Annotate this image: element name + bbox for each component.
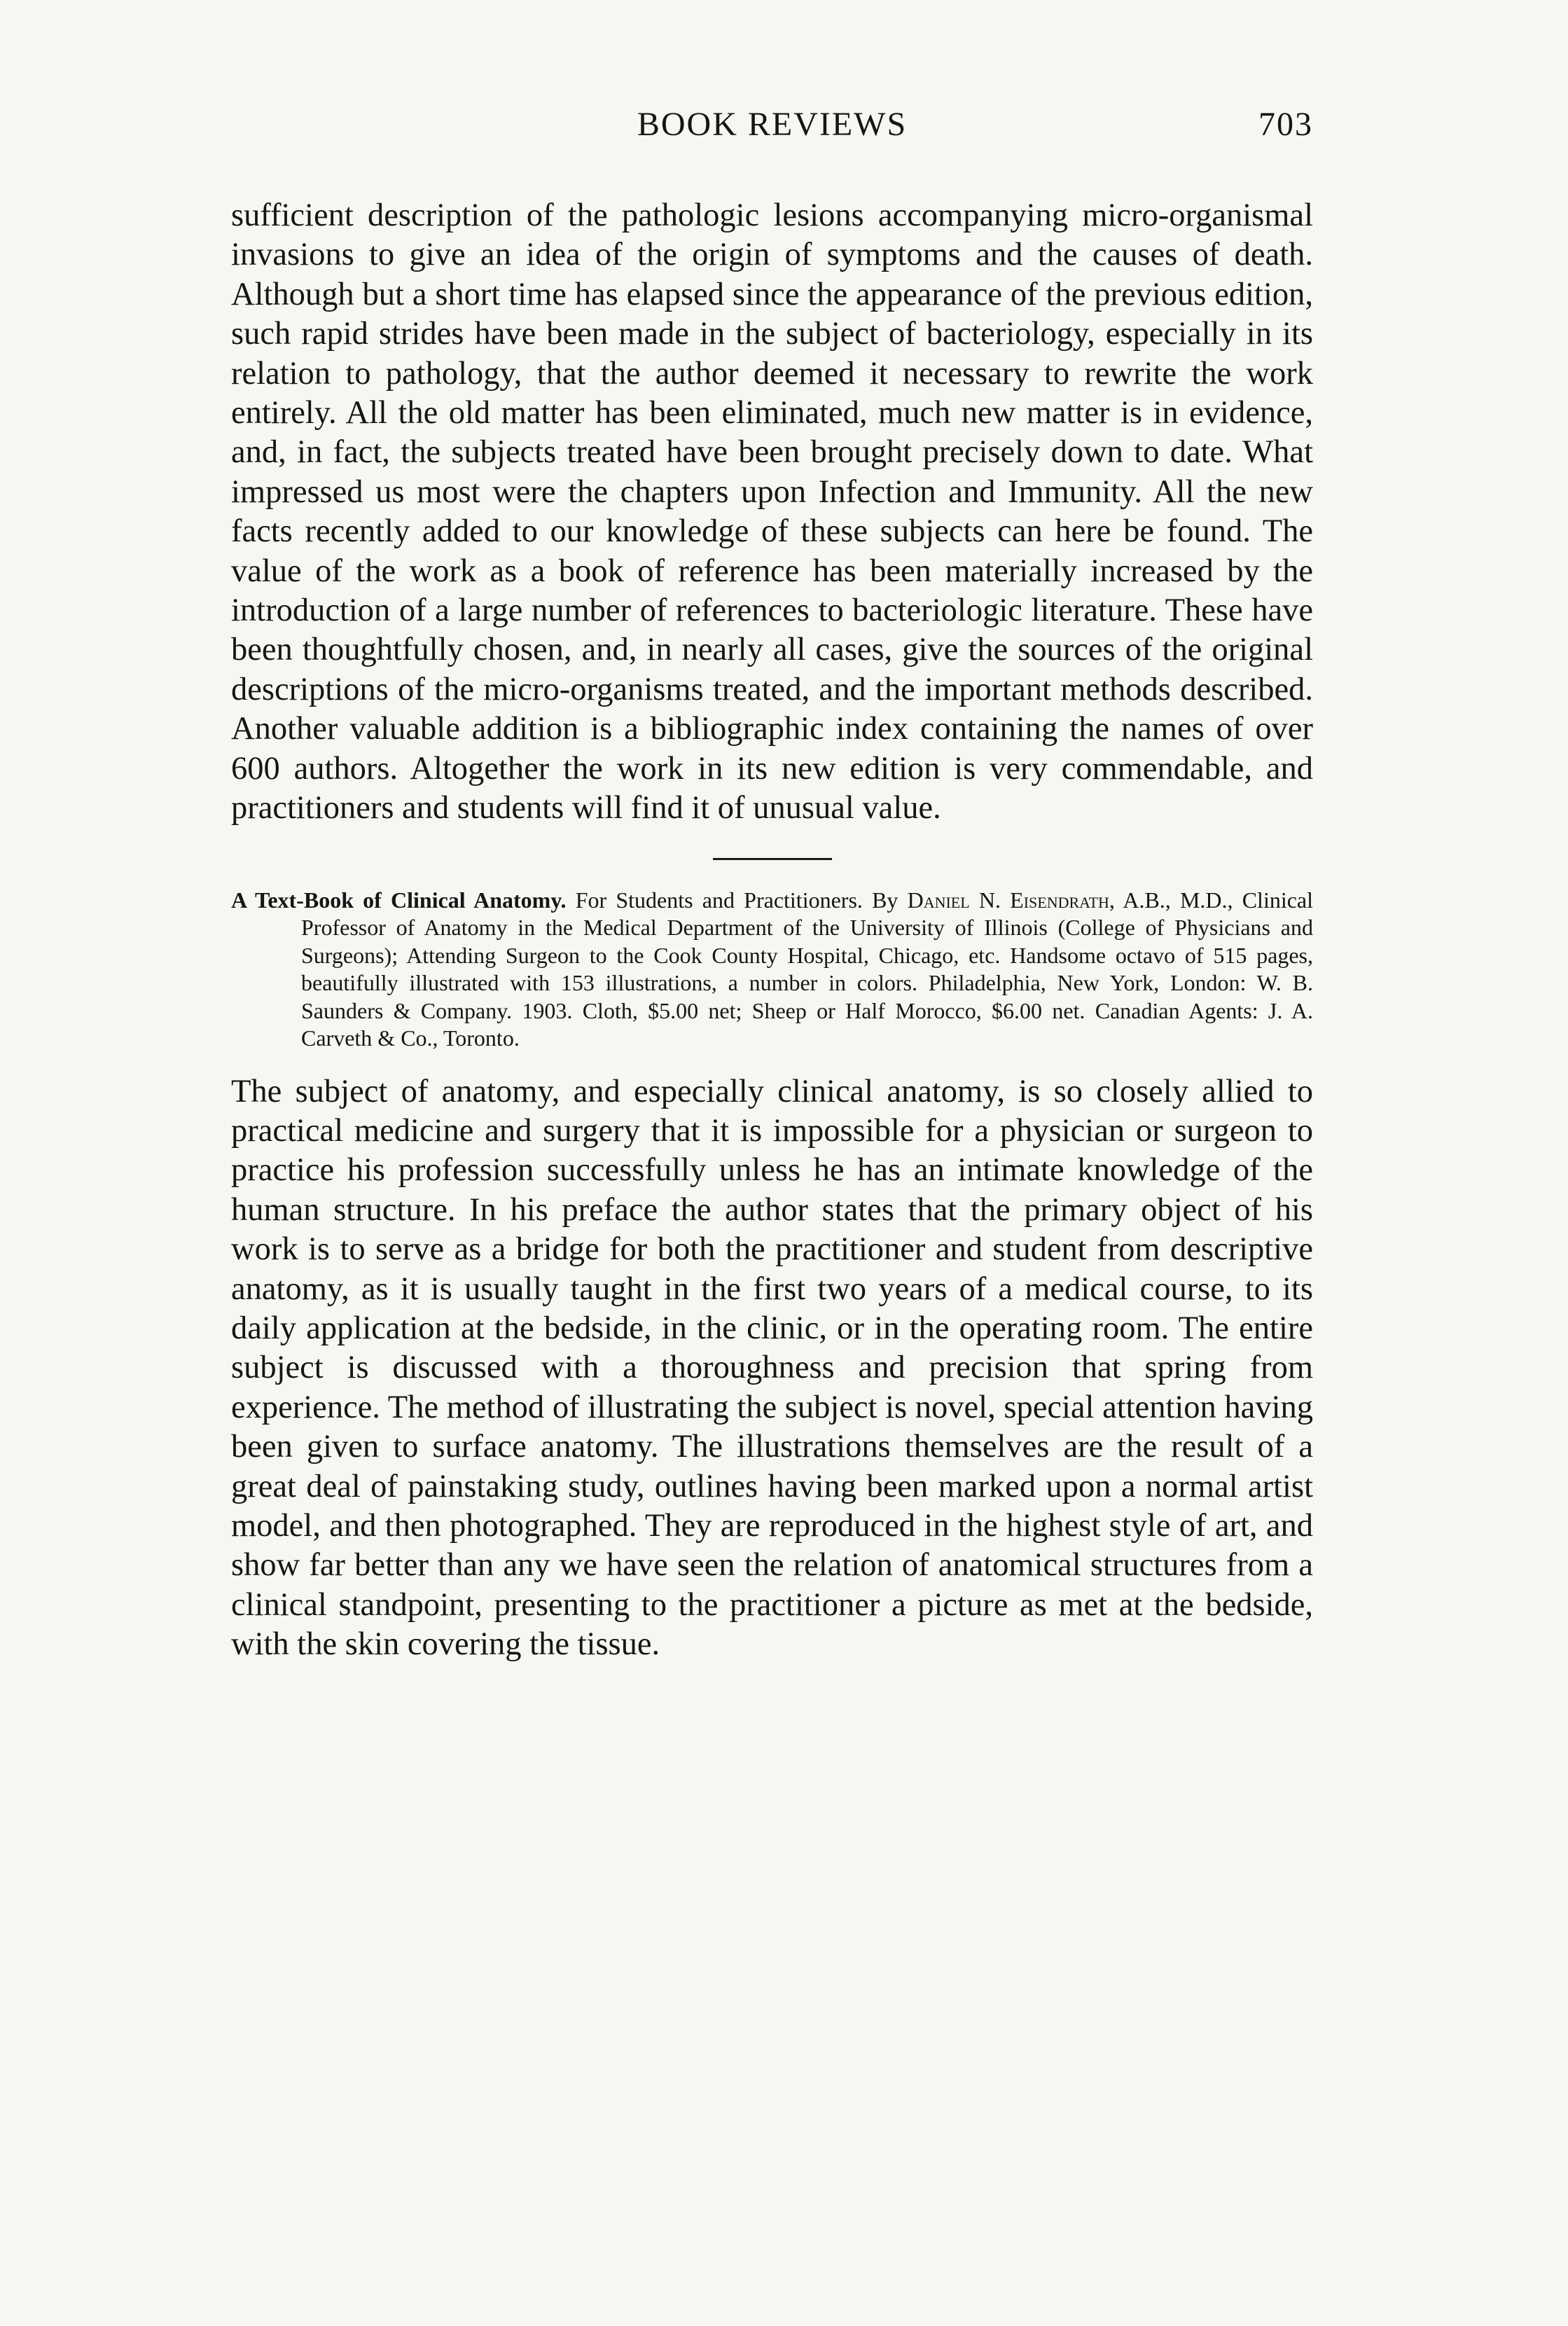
citation-details: , A.B., M.D., Clinical Professor of Anatomy in the Medical Department of the University of Illinois (College of Physicians and Surgeons); Attending Surgeon to the Cook County Hospital, Chicago, etc. Handsome octavo of 515 pages, beautifully illustrated with 153 illustrations, a number in colors. Philadelphia, New York, London: W. B. Saunders & Company. 1903. Cloth, $5.00 net; Sheep or Half Morocco, $6.00 net. Canadian Agents: J. A. Carveth & Co., Toronto. [301,887,1314,1051]
review-2-body: The subject of anatomy, and especially clinical anatomy, is so closely allied to practical medicine and surgery that it is impossible for a physician or surgeon to practice his profession successfully unless he has an intimate knowledge of the human structure. In his preface the author states that the primary object of his work is to serve as a bridge for both the practitioner and student from descriptive anatomy, as it is usually taught in the first two years of a medical course, to its daily application at the bedside, in the clinic, or in the operating room. The entire subject is discussed with a thoroughness and precision that spring from experience. The method of illustrating the subject is novel, special attention having been given to surface anatomy. The illustrations themselves are the result of a great deal of painstaking study, outlines having been marked upon a normal artist model, and then photographed. They are reproduced in the highest style of art, and show far better than any we have seen the relation of anatomical structures from a clinical standpoint, presenting to the practitioner a picture as met at the bedside, with the skin covering the tissue. [231,1073,1313,1663]
citation-author: Daniel N. Eisendrath [907,887,1109,913]
citation-subtitle: For Students and Practitioners. By [566,887,908,913]
book-page [231,105,1313,1665]
running-title: BOOK REVIEWS [637,106,908,143]
review-1-continuation: sufficient description of the pathologic lesions accompanying micro-organismal invasions to give an idea of the origin of symptoms and the causes of death. Although but a short time has elapsed since the appearance of the previous edition, such rapid strides have been made in the subject of bacteriology, especially in its relation to pathology, that the author deemed it necessary to rewrite the work entirely. All the old matter has been eliminated, much new matter is in evidence, and, in fact, the subjects treated have been brought precisely down to date. What impressed us most were the chapters upon Infection and Immunity. All the new facts recently added to our knowledge of these subjects can here be found. The value of the work as a book of reference has been materially increased by the introduction of a large number of references to bacteriologic literature. These have been thoughtfully chosen, and, in nearly all cases, give the sources of the original descriptions of the micro-organisms treated, and the important methods described. Another valuable addition is a bibliographic index containing the names of over 600 authors. Altogether the work in its new edition is very commendable, and practitioners and students will find it of unusual value. [231,198,1313,826]
book-citation [231,887,1313,1053]
page-number: 703 [1258,106,1313,143]
running-head [231,105,1313,154]
section-divider [713,858,832,860]
citation-title: A Text-Book of Clinical Anatomy. [231,887,567,913]
